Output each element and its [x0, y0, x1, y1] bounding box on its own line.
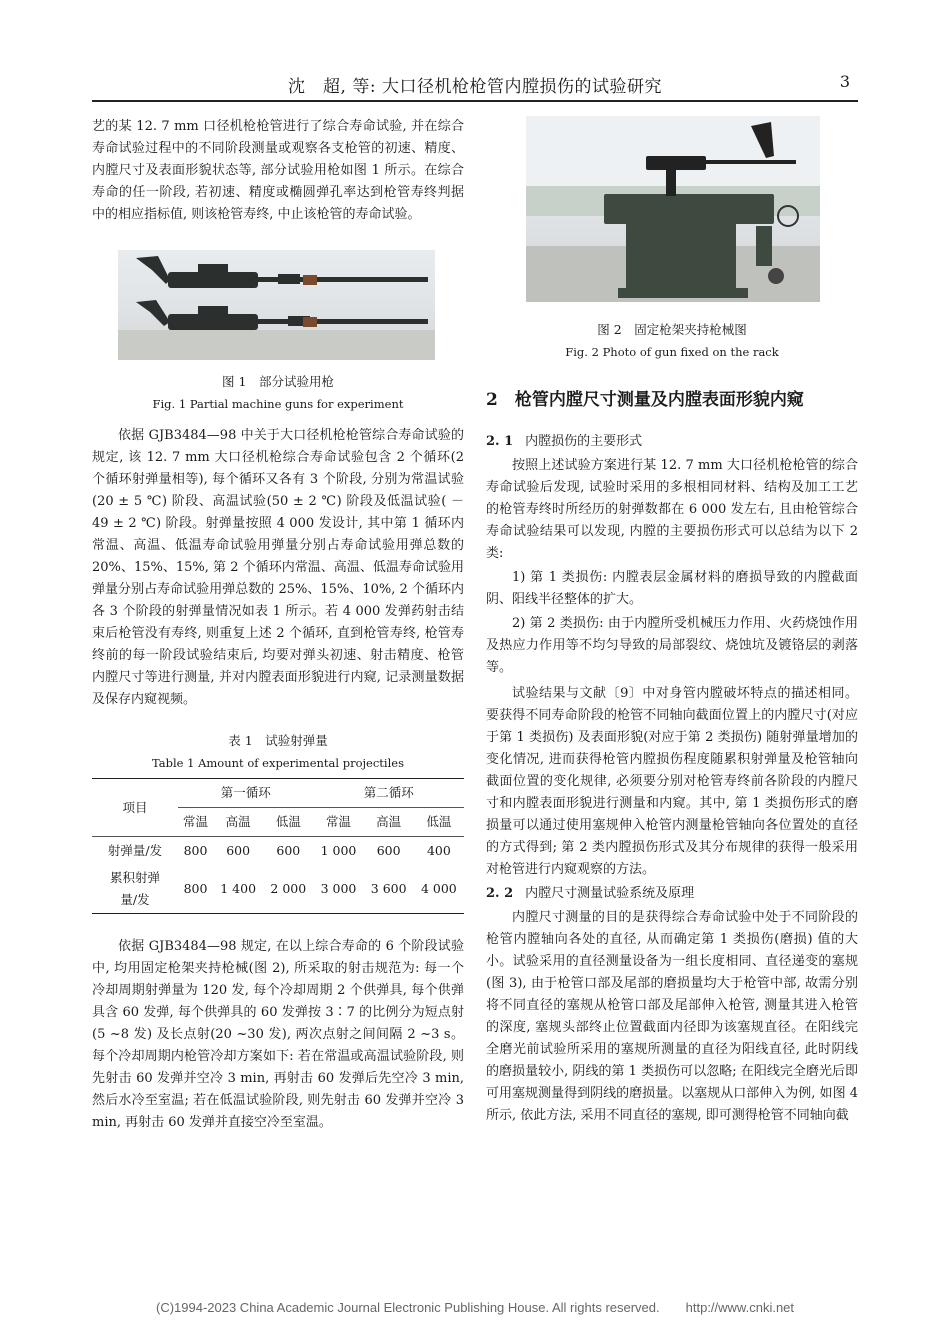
table-1-title-en: Table 1 Amount of experimental projectiles — [151, 756, 404, 770]
subsection-2-1-title — [486, 431, 858, 453]
table-subheader: 低温 — [414, 808, 464, 837]
table-cell: 2 000 — [263, 865, 313, 914]
figure-2-caption: 图 2 固定枪架夹持枪械图 — [597, 322, 747, 337]
page-number: 3 — [839, 72, 850, 91]
left-paragraph-2: 依据 GJB3484—98 中关于大口径机枪枪管综合寿命试验的规定, 该 12. 7 mm 大口径机枪综合寿命试验包含 2 个循环(2 个循环射弹量相等), 每个循环又各有 3 个阶段, 分别为常温试验(20 ± 5 ℃) 阶段、高温试验(50 ± 2 ℃) 阶段及低温试验( －49 ± 2 ℃) 阶段。射弹量按照 4 000 发设计, 其中第 1 循环内常温、高温、低温寿命试验用弹量分别占寿命试验用弹总数的 20%、15%、15%, 第 2 个循环内常温、高温、低温寿命试验用弹量分别占寿命试验用弹总数的 25%、15%、10%, 2 个循环内各 3 个阶段的射弹量情况如表 1 所示。若 4 000 发弹药射击结束后枪管没有寿终, 则重复上述 2 个循环, 直到枪管寿终, 枪管寿终前的每一阶段试验结束后, 均要对弹头初速、射击精度、枪管内膛尺寸等进行测量, 并对内膛表面形貌进行内窥, 记录测量数据及保存内窥视频。 — [92, 428, 464, 707]
figure-1-caption: 图 1 部分试验用枪 — [222, 374, 334, 389]
table-cell: 600 — [276, 843, 301, 858]
table-cell: 1 000 — [320, 843, 357, 858]
subsection-label: 内膛损伤的主要形式 — [525, 434, 643, 449]
list-item-2: 2) 第 2 类损伤: 由于内膛所受机械压力作用、火药烧蚀作用及热应力作用等不均匀导致的局部裂纹、烧蚀坑及镀铬层的剥落等。 — [486, 616, 858, 675]
table-row — [92, 837, 464, 866]
table-1-title: 表 1 试验射弹量 — [228, 733, 328, 748]
right-paragraph-2: 试验结果与文献〔9〕中对身管内膛破坏特点的描述相同。要获得不同寿命阶段的枪管不同轴向截面位置上的内膛尺寸(对应于第 1 类损伤) 及表面形貌(对应于第 2 类损伤) 随射弹量增加的变化情况, 进而获得枪管内膛损伤程度随累积射弹量及枪管轴向截面位置的变化规律, 必须要分别对枪管寿终前各阶段的内膛尺寸和内膛表面形貌进行测量和内窥。其中, 第 1 类损伤形式的磨损量可以通过使用塞规伸入枪管内测量枪管轴向各位置处的直径的方式得到; 第 2 类内膛损伤形式及其分布规律的获得一般采用对枪管进行内窥观察的方法。 — [486, 686, 858, 877]
left-paragraph-1: 艺的某 12. 7 mm 口径机枪枪管进行了综合寿命试验, 并在综合寿命试验过程中的不同阶段测量或观察各支枪管的初速、精度、内膛尺寸及表面形貌状态等, 部分试验用枪如图 1 所示。在综合寿命的任一阶段, 若初速、精度或椭圆弹孔率达到枪管寿终判据中的相应指标值, 则该枪管寿终, 中止该枪管的寿命试验。 — [92, 119, 464, 222]
copyright-footer: (C)1994-2023 China Academic Journal Electronic Publishing House. All rights reserved. http://www.cnki.net — [155, 1300, 795, 1315]
table-header-item: 项目 — [92, 779, 178, 837]
table-header-cycle-2: 第二循环 — [313, 779, 464, 808]
table-cell: 1 400 — [213, 865, 263, 914]
table-subheader: 常温 — [313, 808, 363, 837]
table-row — [92, 865, 464, 914]
table-subheader: 常温 — [178, 808, 213, 837]
table-cell: 800 — [178, 865, 213, 914]
table-row-label: 射弹量/发 — [107, 843, 163, 858]
table-subheader: 高温 — [364, 808, 414, 837]
subsection-label: 内膛尺寸测量试验系统及原理 — [525, 886, 695, 901]
machine-guns-illustration — [118, 250, 435, 360]
figure-1-photo — [118, 250, 435, 360]
right-column — [486, 116, 858, 1127]
table-cell: 3 600 — [364, 865, 414, 914]
right-paragraph-1: 按照上述试验方案进行某 12. 7 mm 大口径机枪枪管的综合寿命试验后发现, 试验时采用的多根相同材料、结构及加工工艺的枪管寿终时所经历的射弹数都在 6 000 发左右, 且由枪管综合寿命试验结果可以发现, 内膛的主要损伤形式可以总结为以下 2 类: — [486, 458, 858, 561]
figure-2-photo — [526, 116, 820, 302]
running-title: 沈 超, 等: 大口径机枪枪管内膛损伤的试验研究 — [288, 77, 662, 97]
subsection-number: 2. 1 — [486, 434, 514, 449]
left-column — [92, 116, 464, 1134]
right-paragraph-3: 内膛尺寸测量的目的是获得综合寿命试验中处于不同阶段的枪管内膛轴向各处的直径, 从而确定第 1 类损伤(磨损) 值的大小。试验采用的直径测量设备为一组长度相同、直径递变的塞规(图 3), 由于枪管口部及尾部的磨损量均大于枪管中部, 故需分别将不同直径的塞规从枪管口部及尾部伸入枪管, 测量其进入枪管的深度, 塞规头部终止位置截面内径即为该塞规直径。在阳线完全磨光前试验所采用的塞规所测量的直径为阳线直径, 此时阴线的磨损量较小, 阴线的第 1 类损伤可以忽略; 在阳线完全磨光后即可用塞规测量得到阴线的磨损量。以塞规从口部伸入为例, 如图 4 所示, 依此方法, 采用不同直径的塞规, 即可测得枪管不同轴向截 — [486, 910, 858, 1123]
figure-2-caption-en: Fig. 2 Photo of gun fixed on the rack — [565, 345, 779, 359]
list-item-1: 1) 第 1 类损伤: 内膛表层金属材料的磨损导致的内膛截面阴、阳线半径整体的扩大。 — [486, 570, 858, 607]
table-header-cycle-1: 第一循环 — [178, 779, 313, 808]
table-row-label-line: 量/发 — [120, 892, 150, 907]
left-paragraph-3: 依据 GJB3484—98 规定, 在以上综合寿命的 6 个阶段试验中, 均用固定枪架夹持枪械(图 2), 所采取的射击规范为: 每一个冷却周期射弹量为 120 发, 每个冷却周期 2 个供弹具, 每个供弹具含 60 发弹, 每个供弹具的 60 发弹按 3∶7 的比例分为短点射(5 ~8 发) 及长点射(20 ~30 发), 两次点射之间间隔 2 ~3 s。每个冷却周期内枪管冷却方案如下: 若在常温或高温试验阶段, 则先射击 60 发弹并空冷 3 min, 再射击 60 发弹后先空冷 3 min, 然后水冷至室温; 若在低温试验阶段, 则先射击 60 发弹并空冷 3 min, 再射击 60 发弹并直接空冷至室温。 — [92, 939, 464, 1130]
table-row-label — [92, 865, 178, 914]
table-cell: 800 — [183, 843, 208, 858]
table-subheader: 高温 — [213, 808, 263, 837]
table-subheader: 低温 — [263, 808, 313, 837]
table-cell: 4 000 — [414, 865, 464, 914]
subsection-2-2-title — [486, 883, 858, 905]
table-cell: 3 000 — [313, 865, 363, 914]
page-header — [92, 70, 858, 102]
figure-1-caption-en: Fig. 1 Partial machine guns for experiment — [152, 397, 404, 411]
table-cell: 600 — [226, 843, 251, 858]
table-cell: 600 — [376, 843, 401, 858]
table-1 — [92, 778, 464, 914]
gun-on-rack-illustration — [526, 116, 820, 302]
subsection-number: 2. 2 — [486, 886, 514, 901]
table-cell: 400 — [426, 843, 451, 858]
table-row-label-line: 累积射弹 — [109, 870, 160, 885]
section-2-title: 2 枪管内膛尺寸测量及内膛表面形貌内窥 — [486, 390, 804, 410]
